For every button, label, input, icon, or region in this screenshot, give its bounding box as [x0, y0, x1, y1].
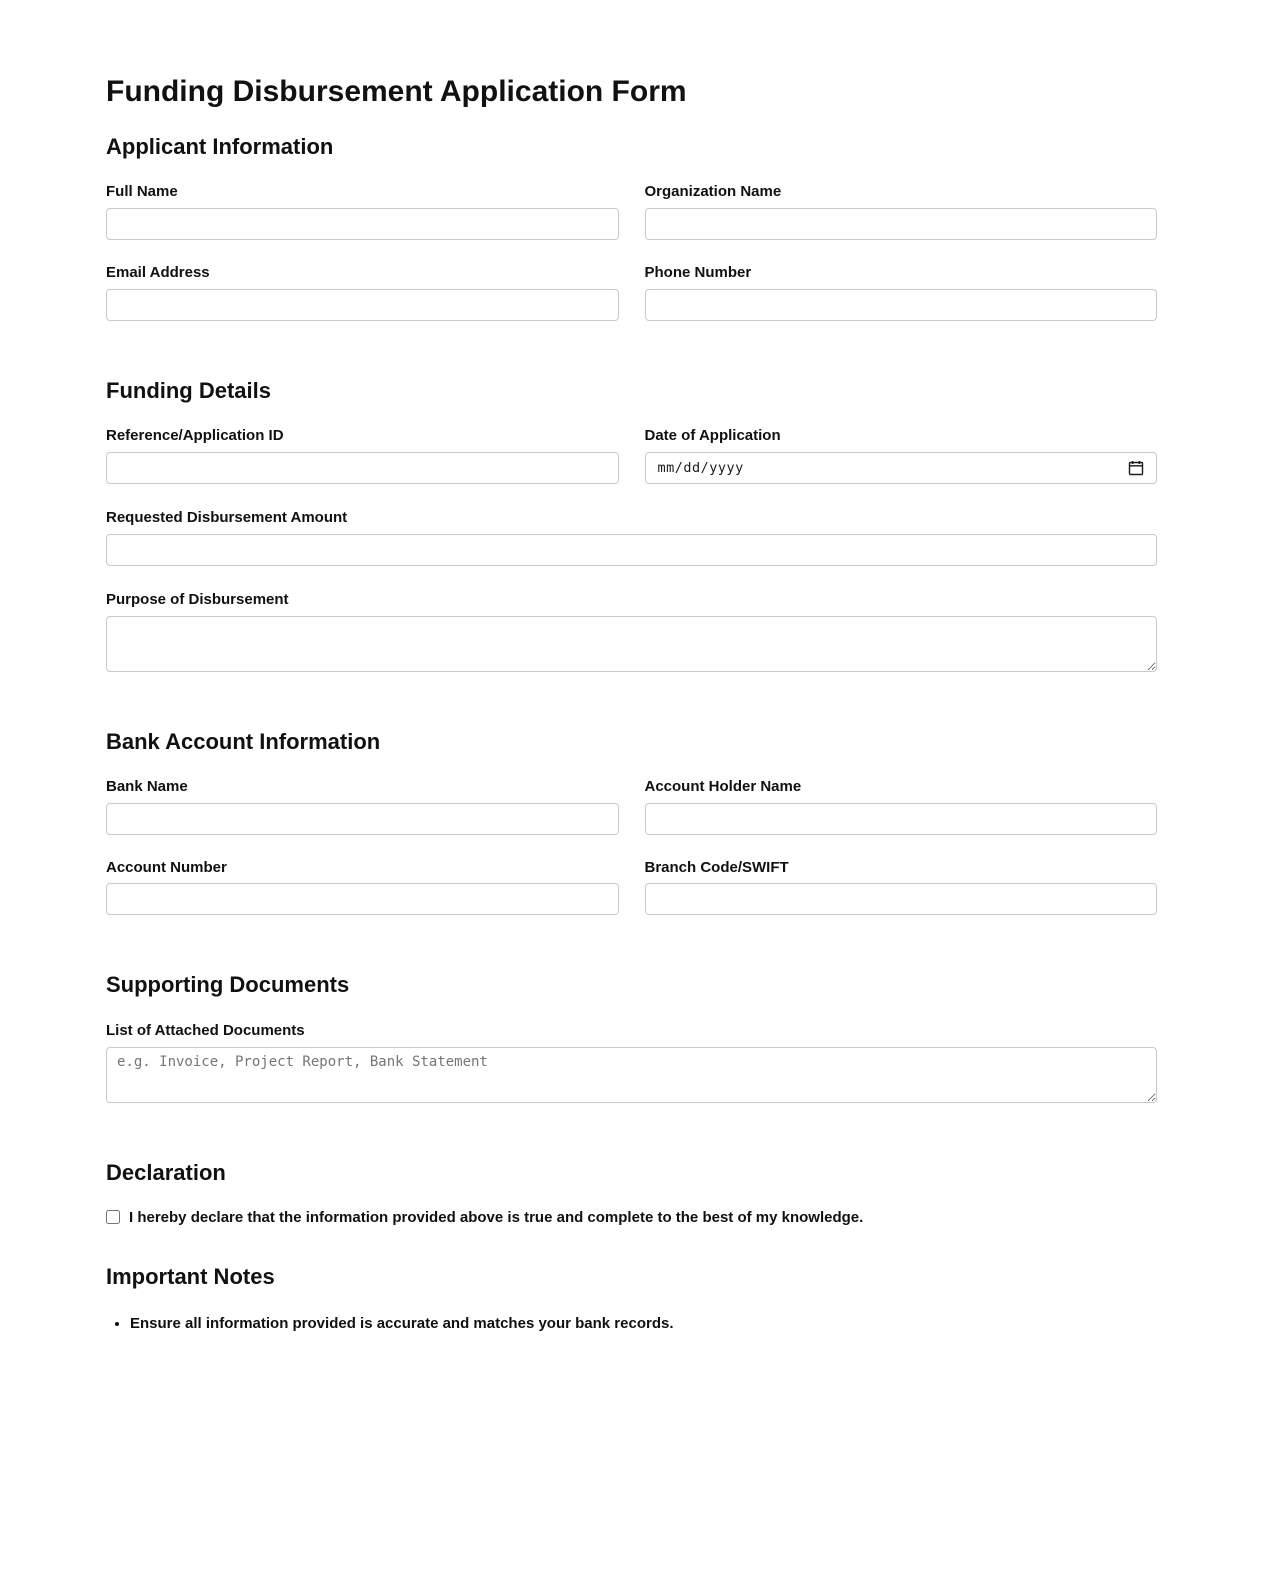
account-holder-input[interactable] — [645, 803, 1158, 835]
purpose-field — [106, 591, 1157, 672]
section-applicant-information — [106, 134, 1157, 321]
bank-name-field — [106, 778, 619, 835]
bank-name-label: Bank Name — [106, 777, 188, 795]
calendar-icon[interactable] — [1128, 460, 1144, 476]
reference-id-field — [106, 427, 619, 484]
email-input[interactable] — [106, 289, 619, 321]
phone-field — [645, 264, 1158, 321]
important-notes-list — [106, 1313, 1157, 1334]
date-of-application-input[interactable] — [645, 452, 1158, 484]
account-number-field — [106, 859, 619, 916]
account-number-input[interactable] — [106, 883, 619, 915]
section-important-notes — [106, 1264, 1157, 1334]
reference-id-label: Reference/Application ID — [106, 427, 284, 445]
full-name-field — [106, 183, 619, 240]
branch-code-label: Branch Code/SWIFT — [644, 858, 789, 876]
attached-documents-field — [106, 1022, 1157, 1103]
date-of-application-field — [645, 427, 1158, 484]
email-field — [106, 264, 619, 321]
amount-label: Requested Disbursement Amount — [106, 509, 348, 527]
branch-code-input[interactable] — [645, 883, 1158, 915]
bank-name-input[interactable] — [106, 803, 619, 835]
declaration-heading: Declaration — [106, 1159, 226, 1185]
declaration-checkbox-label: I hereby declare that the information provided above is true and complete to the best of my knowledge. — [129, 1208, 864, 1226]
section-bank-account-information — [106, 729, 1157, 916]
supporting-documents-heading: Supporting Documents — [106, 972, 350, 998]
page-title: Funding Disbursement Application Form — [106, 75, 687, 108]
funding-details-heading: Funding Details — [106, 377, 271, 403]
important-notes-heading: Important Notes — [106, 1263, 275, 1289]
declaration-checkbox-row — [106, 1209, 1157, 1226]
form-container — [106, 75, 1157, 1334]
amount-input[interactable] — [106, 534, 1157, 566]
organization-name-input[interactable] — [645, 208, 1158, 240]
applicant-fields-grid — [106, 183, 1157, 321]
applicant-information-heading: Applicant Information — [106, 134, 334, 159]
funding-fields-grid — [106, 427, 1157, 484]
phone-label: Phone Number — [644, 264, 752, 282]
organization-name-field — [645, 183, 1158, 240]
date-of-application-label: Date of Application — [644, 427, 781, 445]
date-placeholder-text: mm/dd/yyyy — [657, 460, 744, 477]
section-funding-details — [106, 378, 1157, 672]
purpose-label: Purpose of Disbursement — [106, 590, 289, 608]
account-holder-field — [645, 778, 1158, 835]
purpose-textarea[interactable] — [106, 616, 1157, 672]
email-label: Email Address — [106, 264, 210, 282]
reference-id-input[interactable] — [106, 452, 619, 484]
account-holder-label: Account Holder Name — [644, 777, 802, 795]
important-note-item: • Ensure all information provided is accurate and matches your bank records. — [130, 1313, 1157, 1334]
branch-code-field — [645, 859, 1158, 916]
section-declaration — [106, 1160, 1157, 1226]
organization-name-label: Organization Name — [644, 183, 782, 201]
amount-field — [106, 509, 1157, 566]
phone-input[interactable] — [645, 289, 1158, 321]
account-number-label: Account Number — [106, 858, 227, 876]
section-supporting-documents — [106, 972, 1157, 1102]
bank-fields-grid — [106, 778, 1157, 916]
full-name-label: Full Name — [106, 183, 178, 201]
page — [0, 75, 1263, 1376]
declaration-checkbox[interactable] — [106, 1210, 120, 1224]
attached-documents-label: List of Attached Documents — [106, 1021, 305, 1039]
attached-documents-textarea[interactable] — [106, 1047, 1157, 1103]
bank-account-heading: Bank Account Information — [106, 728, 381, 754]
full-name-input[interactable] — [106, 208, 619, 240]
